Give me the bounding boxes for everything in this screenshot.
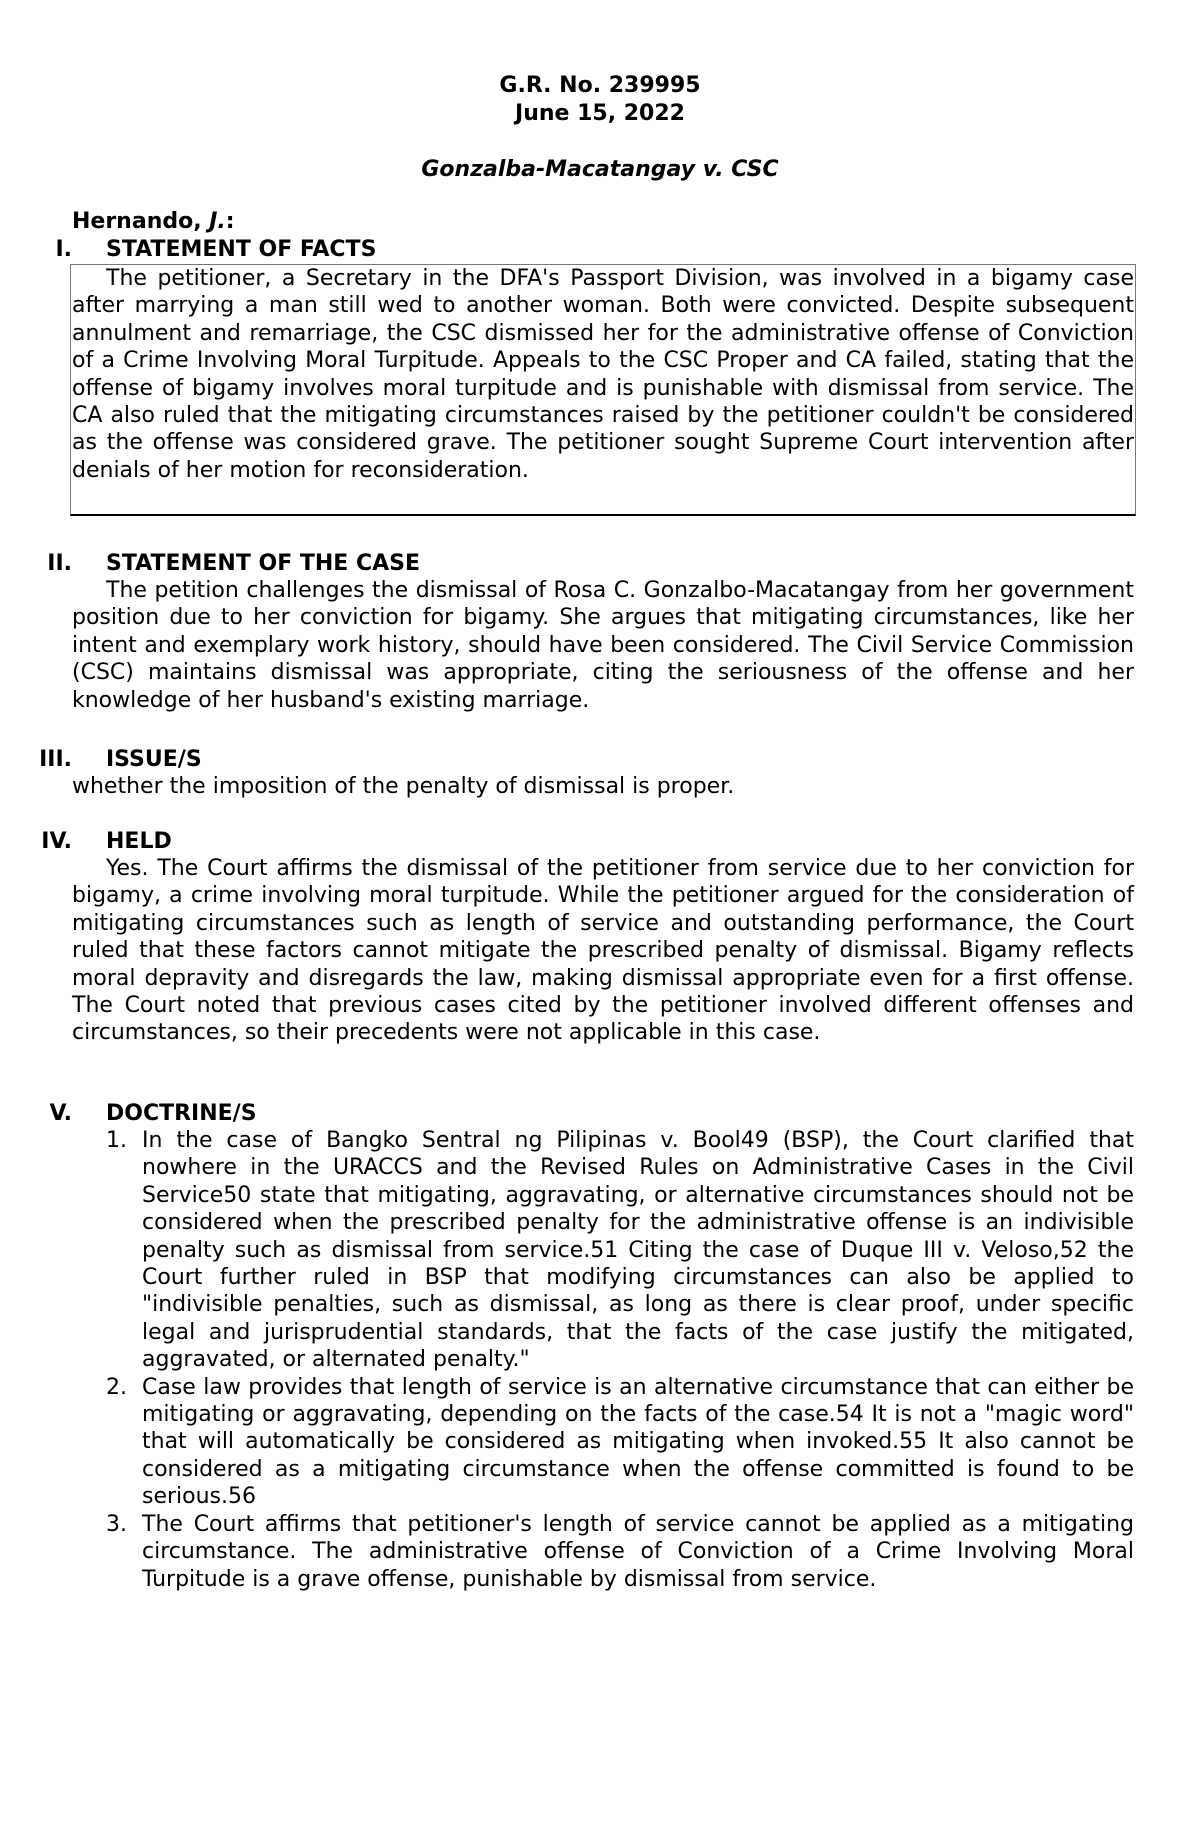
- ponente-name: Hernando,: [72, 209, 210, 234]
- section-body-case: The petition challenges the dismissal of Rosa C. Gonzalbo-Macatangay from her government position due to her conviction for bigamy. She argues that mitigating circumstances, like her intent and exemplary work history, should have been considered. The Civil Service Commission (CSC) maintains dismissal was appropriate, citing the seriousness of the offense and her knowledge of her husband's existing marriage.: [72, 578, 1134, 713]
- section-title: HELD: [106, 829, 172, 854]
- ponente-suffix: :: [225, 209, 235, 234]
- gr-number: G.R. No. 239995: [499, 73, 701, 98]
- doctrine-number: 2.: [106, 1374, 127, 1400]
- section-title: DOCTRINE/S: [106, 1101, 257, 1126]
- ponente-j: J.: [209, 209, 226, 234]
- doctrine-list: [106, 1127, 1134, 1593]
- section-body-held: Yes. The Court affirms the dismissal of the petitioner from service due to her conviction for bigamy, a crime involving moral turpitude. While the petitioner argued for the consideration of mitigating circumstances such as length of service and outstanding performance, the Court ruled that these factors cannot mitigate the prescribed penalty of dismissal. Bigamy reflects moral depravity and disregards the law, making dismissal appropriate even for a first offense. The Court noted that previous cases cited by the petitioner involved different offenses and circumstances, so their precedents were not applicable in this case.: [72, 856, 1134, 1046]
- doctrine-item: [106, 1374, 1134, 1511]
- section-title: STATEMENT OF FACTS: [106, 237, 377, 262]
- section-body-issues: whether the imposition of the penalty of dismissal is proper.: [72, 774, 735, 799]
- section-title: STATEMENT OF THE CASE: [106, 551, 421, 576]
- doctrine-text: In the case of Bangko Sentral ng Pilipinas v. Bool49 (BSP), the Court clarified that nowhere in the URACCS and the Revised Rules on Administrative Cases in the Civil Service50 state that mitigating, aggravating, or alternative circumstances should not be considered when the prescribed penalty for the administrative offense is an indivisible penalty such as dismissal from service.51 Citing the case of Duque III v. Veloso,52 the Court further ruled in BSP that modifying circumstances can also be applied to "indivisible penalties, such as dismissal, as long as there is clear proof, under specific legal and jurisprudential standards, that the facts of the case justify the mitigated, aggravated, or alternated penalty.": [142, 1128, 1134, 1373]
- decision-date: June 15, 2022: [515, 101, 685, 126]
- section-number: II.: [47, 551, 72, 576]
- case-title: Gonzalba-Macatangay v. CSC: [421, 157, 779, 182]
- doctrine-text: The Court affirms that petitioner's length of service cannot be applied as a mitigating circumstance. The administrative offense of Conviction of a Crime Involving Moral Turpitude is a grave offense, punishable by dismissal from service.: [142, 1511, 1134, 1592]
- ponente: [72, 208, 235, 236]
- doctrine-item: [106, 1511, 1134, 1593]
- doctrine-number: 3.: [106, 1511, 127, 1537]
- section-number: V.: [49, 1101, 72, 1126]
- section-number: I.: [55, 237, 72, 262]
- section-number: IV.: [41, 829, 72, 854]
- section-body-facts: The petitioner, a Secretary in the DFA's Passport Division, was involved in a bigamy case after marrying a man still wed to another woman. Both were convicted. Despite subsequent annulment and remarriage, the CSC dismissed her for the administrative offense of Conviction of a Crime Involving Moral Turpitude. Appeals to the CSC Proper and CA failed, stating that the offense of bigamy involves moral turpitude and is punishable with dismissal from service. The CA also ruled that the mitigating circumstances raised by the petitioner couldn't be considered as the offense was considered grave. The petitioner sought Supreme Court intervention after denials of her motion for reconsideration.: [72, 266, 1134, 483]
- doctrine-item: [106, 1127, 1134, 1374]
- section-number: III.: [39, 747, 72, 772]
- section-title: ISSUE/S: [106, 747, 202, 772]
- doctrine-number: 1.: [106, 1128, 127, 1153]
- doctrine-text: Case law provides that length of service is an alternative circumstance that can either be mitigating or aggravating, depending on the facts of the case.54 It is not a "magic word" that will automatically be considered as mitigating when invoked.55 It also cannot be considered as a mitigating circumstance when the offense committed is found to be serious.56: [142, 1374, 1134, 1510]
